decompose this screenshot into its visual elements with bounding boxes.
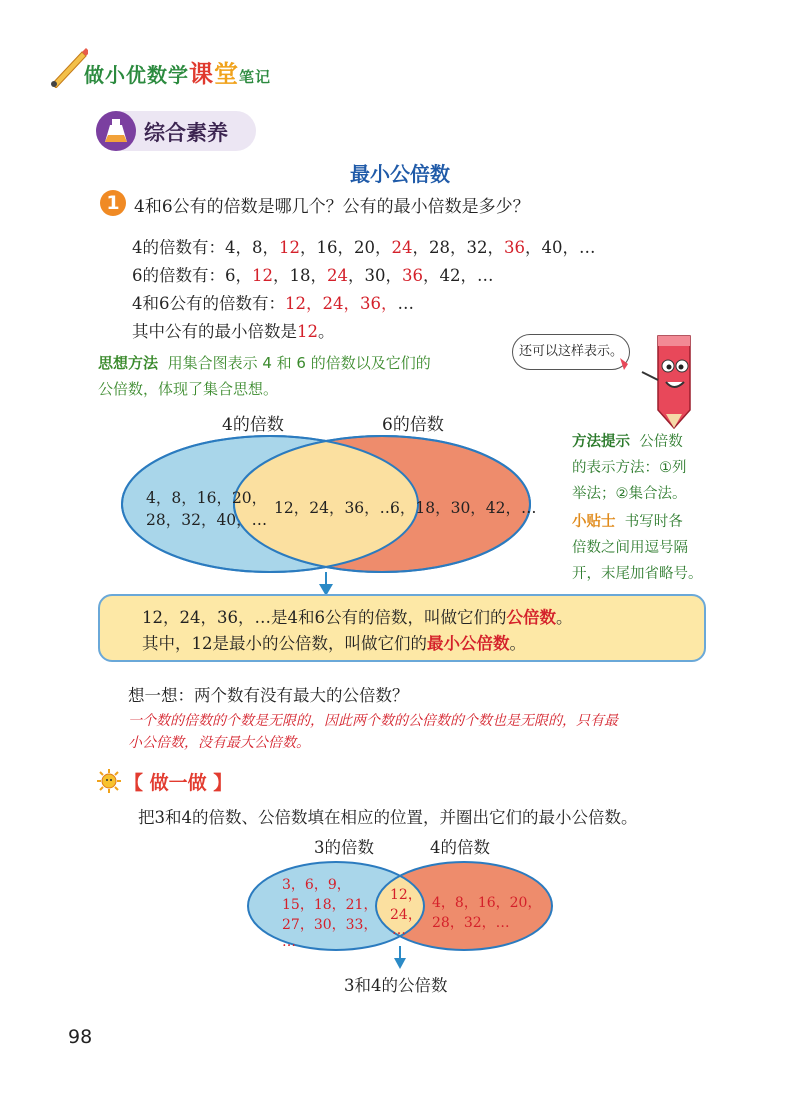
section-header xyxy=(96,111,256,151)
venn2-left-row1: 3，6，9， xyxy=(282,877,351,893)
tip-note-line2: 倍数之间用逗号隔 xyxy=(572,540,688,556)
common-multiples-line: 4和6公有的倍数有：12，24，36，… xyxy=(132,294,414,313)
venn1-right-label: 6的倍数 xyxy=(382,415,444,435)
method-note-line2: 公倍数，体现了集合思想。 xyxy=(98,380,279,398)
exercise-instruction: 把3和4的倍数、公倍数填在相应的位置，并圈出它们的最小公倍数。 xyxy=(138,808,638,827)
venn2-right-label: 4的倍数 xyxy=(430,838,490,857)
venn1-common: 12，24，36，… xyxy=(274,499,396,517)
venn1-left-label: 4的倍数 xyxy=(222,415,284,435)
brand-banner xyxy=(48,44,308,88)
flask-icon xyxy=(96,111,136,151)
section-label: 综合素养 xyxy=(144,121,228,145)
venn2-left-label: 3的倍数 xyxy=(314,838,374,857)
multiples-of-4-line: 4的倍数有：4，8，12，16，20，24，28，32，36，40，… xyxy=(132,238,596,257)
tip-method-line3: 举法；②集合法。 xyxy=(572,486,687,502)
question-number-badge: 1 xyxy=(100,190,126,216)
venn1-left-row2: 28，32，40，… xyxy=(146,511,268,529)
venn1-left-row1: 4，8，16，20， xyxy=(146,489,268,507)
venn2-bottom-label: 3和4的公倍数 xyxy=(344,976,448,995)
page-title: 最小公倍数 xyxy=(350,162,450,186)
tip-note-line3: 开，末尾加省略号。 xyxy=(572,566,703,582)
brand-title: 做小优数学课堂笔记 xyxy=(84,60,272,88)
method-note-line1: 思想方法 用集合图表示 4 和 6 的倍数以及它们的 xyxy=(98,354,431,372)
venn2-left-row4: … xyxy=(282,934,296,950)
venn2-left-row3: 27，30，33， xyxy=(282,917,378,933)
pencil-logo-icon xyxy=(48,44,88,88)
think-answer-line2: 小公倍数，没有最大公倍数。 xyxy=(128,735,310,751)
venn2-right-row2: 28，32，… xyxy=(432,915,510,931)
venn2-mid-row1: 12， xyxy=(390,887,422,903)
lcm-line: 其中公有的最小倍数是12。 xyxy=(132,322,335,341)
summary-line1: 12，24，36，…是4和6公有的倍数，叫做它们的公倍数。 xyxy=(142,608,573,627)
think-answer-line1: 一个数的倍数的个数是无限的，因此两个数的公倍数的个数也是无限的，只有最 xyxy=(128,713,618,729)
venn2-left-row2: 15，18，21， xyxy=(282,897,378,913)
venn2-mid-row2: 24， xyxy=(390,907,422,923)
exercise-label: 【 做一做 】 xyxy=(124,772,233,794)
sun-icon xyxy=(96,768,122,794)
tip-method: 方法提示 公倍数 xyxy=(572,434,683,450)
summary-box xyxy=(98,594,706,662)
page-number: 98 xyxy=(68,1026,93,1048)
multiples-of-6-line: 6的倍数有：6，12，18，24，30，36，42，… xyxy=(132,266,494,285)
tip-method-line2: 的表示方法：①列 xyxy=(572,460,687,476)
venn2-right-row1: 4，8，16，20， xyxy=(432,895,542,911)
venn1-right: 6，18，30，42，… xyxy=(390,499,537,517)
think-question: 想一想：两个数有没有最大的公倍数？ xyxy=(128,686,409,705)
pencil-mascot-icon xyxy=(620,330,710,430)
summary-line2: 其中，12是最小的公倍数，叫做它们的最小公倍数。 xyxy=(142,634,526,653)
speech-bubble: 还可以这样表示。 xyxy=(512,334,630,370)
venn2-mid-row3: … xyxy=(392,922,406,938)
tip-note: 小贴士 书写时各 xyxy=(572,514,683,530)
question-text: 4和6公有的倍数是哪几个？公有的最小倍数是多少？ xyxy=(134,197,530,217)
